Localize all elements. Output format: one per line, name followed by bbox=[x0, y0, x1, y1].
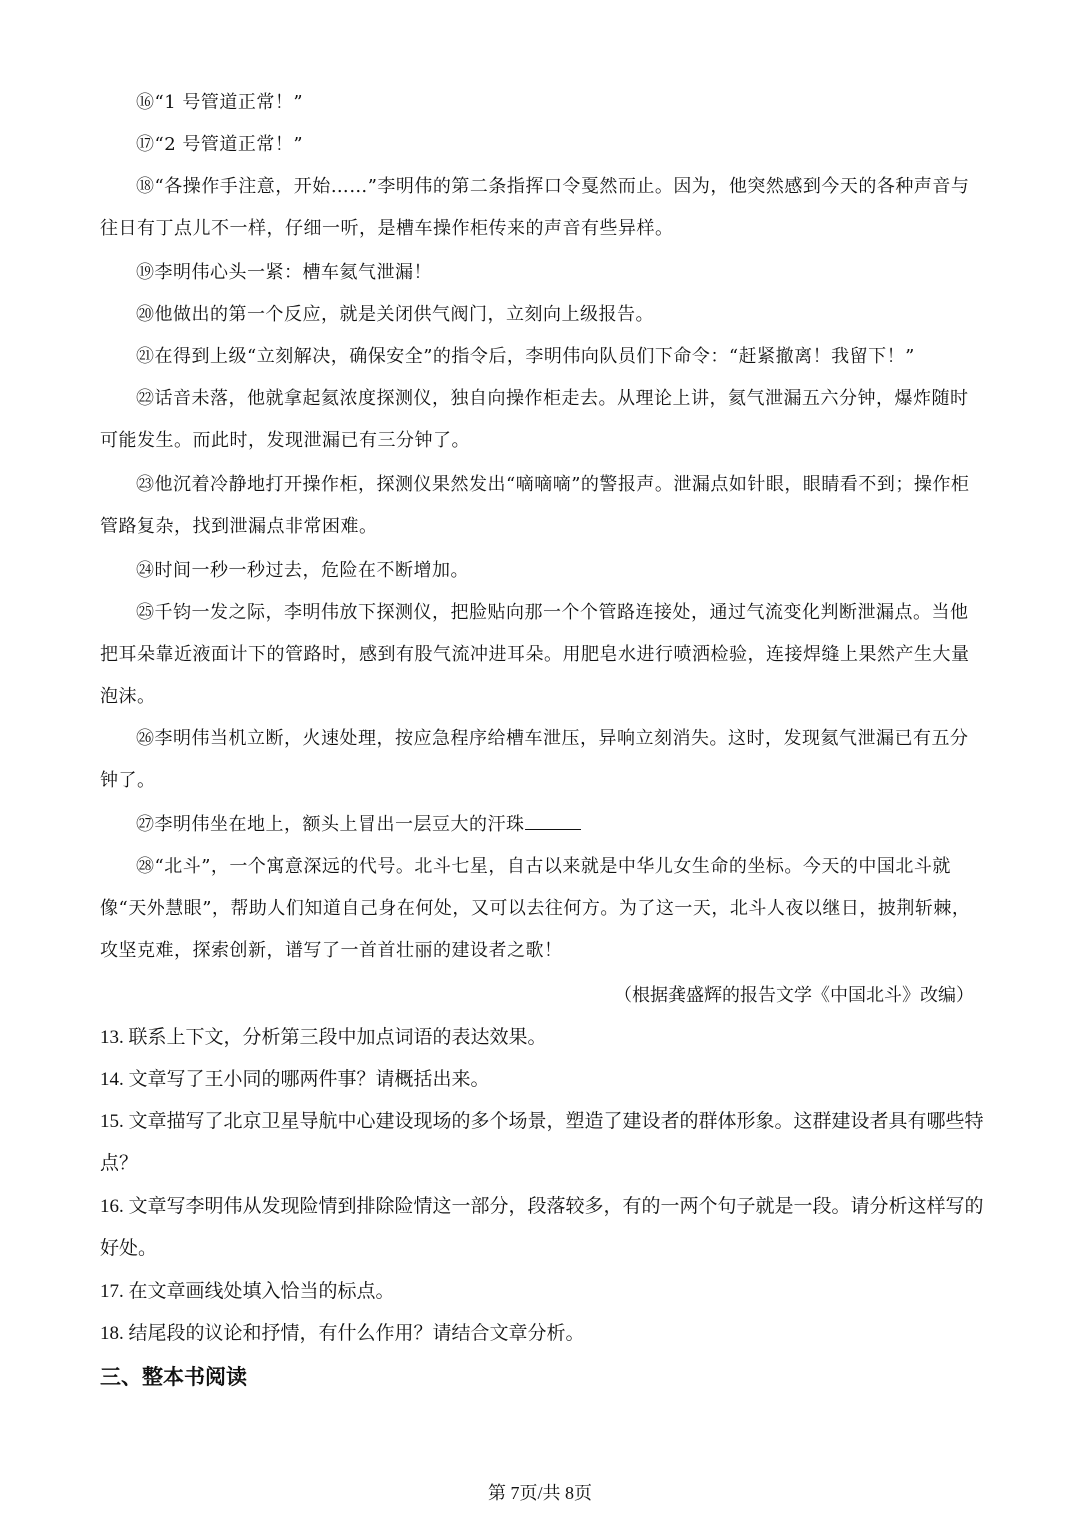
fill-in-blank-line bbox=[525, 828, 581, 830]
paragraph-25: ㉕千钧一发之际，李明伟放下探测仪，把脸贴向那一个个管路连接处，通过气流变化判断泄漏点。当他把耳朵靠近液面计下的管路时，感到有股气流冲进耳朵。用肥皂水进行喷洒检验，连接焊缝上果然产生大量泡沫。 bbox=[100, 602, 970, 707]
paragraph-24: ㉔时间一秒一秒过去，危险在不断增加。 bbox=[136, 560, 469, 581]
paragraph-21: ㉑在得到上级“立刻解决，确保安全”的指令后，李明伟向队员们下命令：“赶紧撤离！我留下！” bbox=[136, 346, 915, 367]
question-18: 18. 结尾段的议论和抒情，有什么作用？请结合文章分析。 bbox=[100, 1323, 585, 1344]
page-footer: 第 7页/共 8页 bbox=[487, 1483, 592, 1503]
question-15: 15. 文章描写了北京卫星导航中心建设现场的多个场景，塑造了建设者的群体形象。这群建设者具有哪些特点？ bbox=[100, 1111, 984, 1174]
paragraph-27-text: ㉗李明伟坐在地上，额头上冒出一层豆大的汗珠 bbox=[136, 814, 525, 835]
paragraph-26: ㉖李明伟当机立断，火速处理，按应急程序给槽车泄压，异响立刻消失。这时，发现氦气泄漏已有五分钟了。 bbox=[100, 728, 969, 791]
paragraph-18: ⑱“各操作手注意，开始……”李明伟的第二条指挥口令戛然而止。因为，他突然感到今天的各种声音与往日有丁点儿不一样，仔细一听，是槽车操作柜传来的声音有些异样。 bbox=[100, 176, 970, 239]
question-14: 14. 文章写了王小同的哪两件事？请概括出来。 bbox=[100, 1069, 490, 1090]
paragraph-19: ⑲李明伟心头一紧：槽车氦气泄漏！ bbox=[136, 262, 432, 283]
paragraph-23: ㉓他沉着冷静地打开操作柜，探测仪果然发出“嘀嘀嘀”的警报声。泄漏点如针眼，眼睛看不到；操作柜管路复杂，找到泄漏点非常困难。 bbox=[100, 474, 970, 537]
paragraph-22: ㉒话音未落，他就拿起氦浓度探测仪，独自向操作柜走去。从理论上讲，氦气泄漏五六分钟，爆炸随时可能发生。而此时，发现泄漏已有三分钟了。 bbox=[100, 388, 969, 451]
section-heading: 三、整本书阅读 bbox=[100, 1365, 247, 1389]
paragraph-16: ⑯“1 号管道正常！” bbox=[136, 92, 304, 113]
paragraph-28: ㉘“北斗”，一个寓意深远的代号。北斗七星，自古以来就是中华儿女生命的坐标。今天的中国北斗就像“天外慧眼”，帮助人们知道自己身在何处，又可以去往何方。为了这一天，北斗人夜以继日，披荆斩棘，攻坚克难，探索创新，谱写了一首首壮丽的建设者之歌！ bbox=[100, 856, 971, 961]
source-note: （根据龚盛辉的报告文学《中国北斗》改编） bbox=[614, 985, 974, 1006]
question-13: 13. 联系上下文，分析第三段中加点词语的表达效果。 bbox=[100, 1027, 547, 1048]
question-17: 17. 在文章画线处填入恰当的标点。 bbox=[100, 1281, 395, 1302]
question-16: 16. 文章写李明伟从发现险情到排除险情这一部分，段落较多，有的一两个句子就是一段。请分析这样写的好处。 bbox=[100, 1196, 984, 1259]
paragraph-27 bbox=[100, 804, 980, 846]
paragraph-20: ⑳他做出的第一个反应，就是关闭供气阀门，立刻向上级报告。 bbox=[136, 304, 654, 325]
paragraph-17: ⑰“2 号管道正常！” bbox=[136, 134, 304, 155]
